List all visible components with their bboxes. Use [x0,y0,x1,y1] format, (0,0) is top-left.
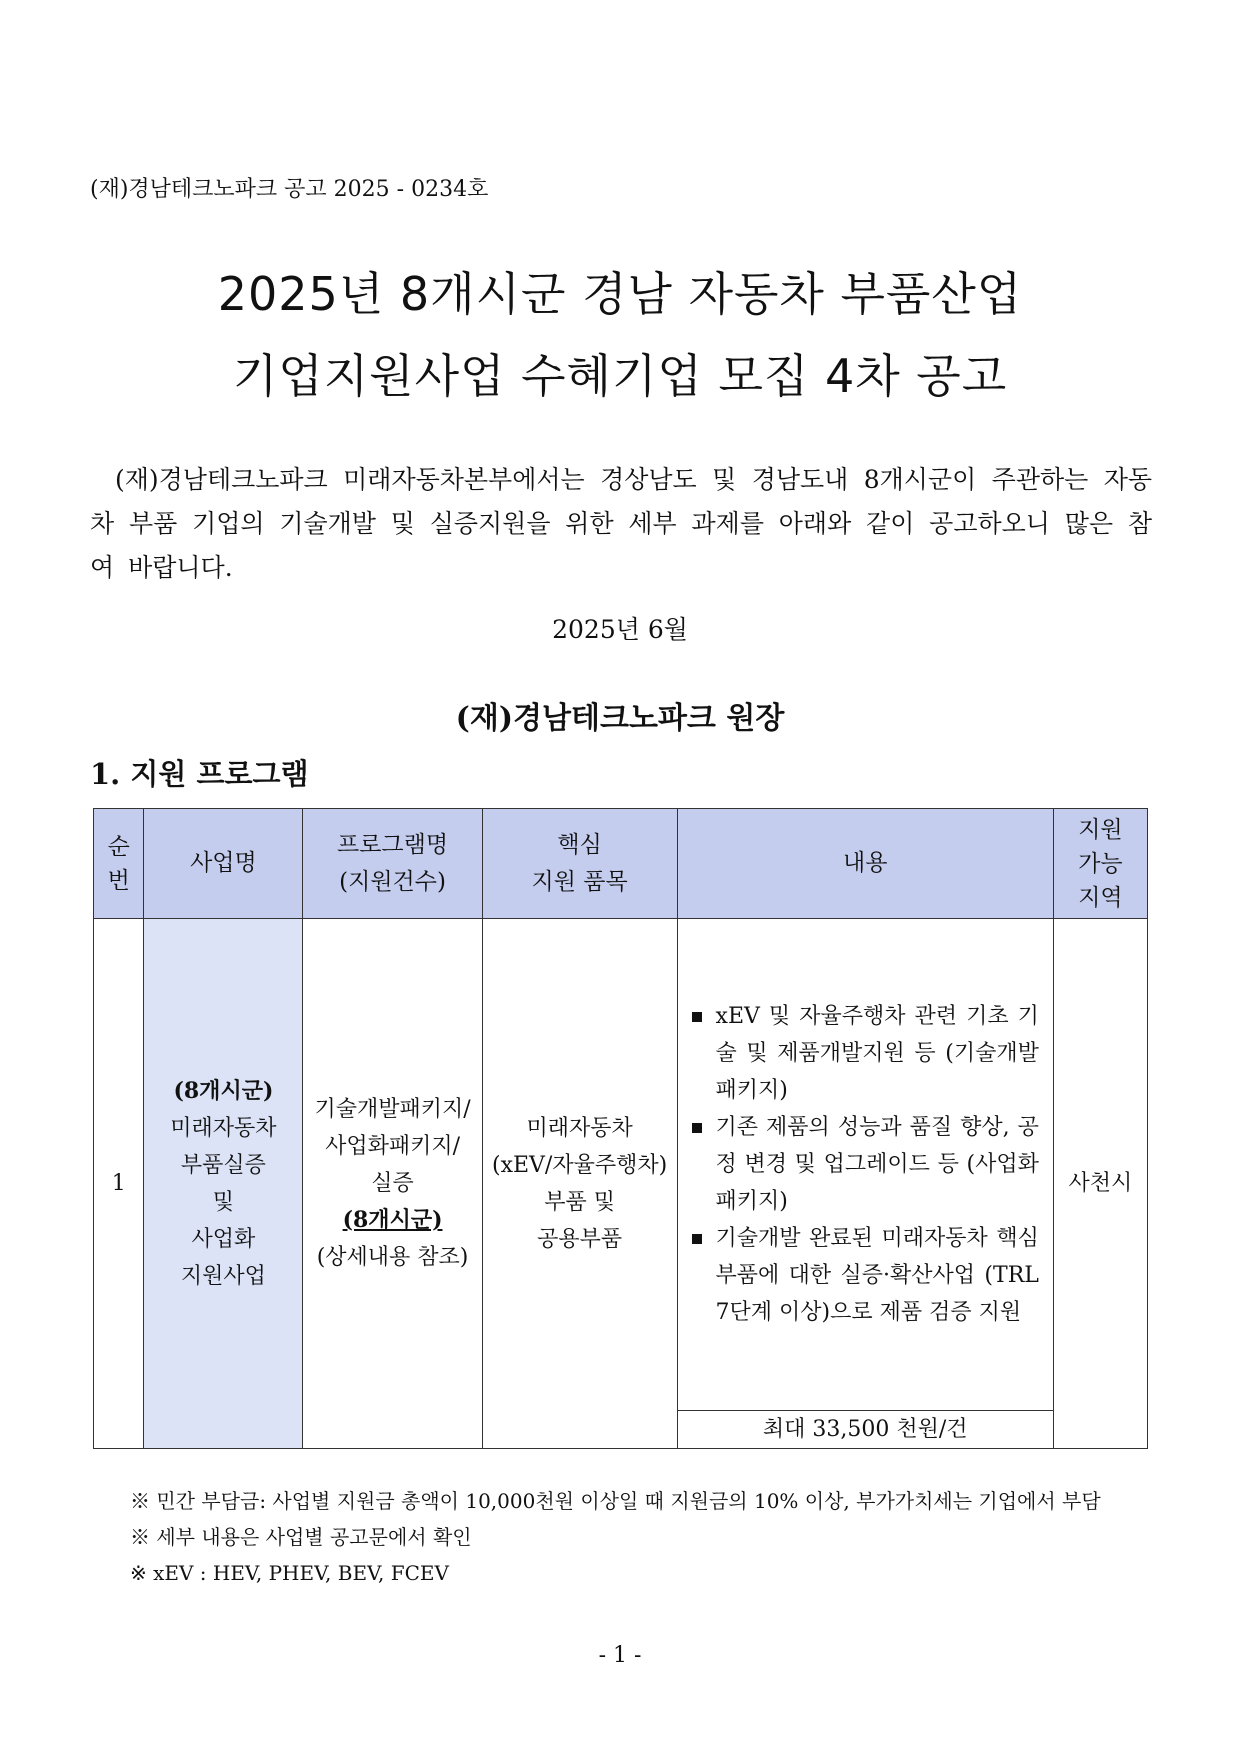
core-line: 미래자동차 [526,1115,633,1141]
business-line: 및 [212,1189,235,1215]
header-core-line: 지원 품목 [531,868,628,895]
header-no-line: 순 [107,833,130,860]
header-region-line: 가능 [1078,850,1123,877]
content-item: 기술개발 완료된 미래자동차 핵심부품에 대한 실증·확산사업 (TRL 7단계 이상)으로 제품 검증 지원 [690,1220,1039,1331]
note-item: ※ xEV : HEV, PHEV, BEV, FCEV [130,1561,449,1585]
note-item: ※ 민간 부담금: 사업별 지원금 총액이 10,000천원 이상일 때 지원금의 10% 이상, 부가가치세는 기업에서 부담 [130,1489,1101,1513]
page-number: - 1 - [598,1643,642,1668]
content-item: 기존 제품의 성능과 품질 향상, 공정 변경 및 업그레이드 등 (사업화패키지) [690,1109,1039,1220]
cell-content [677,919,1053,1411]
header-program [303,809,482,919]
max-amount: 최대 33,500 천원/건 [677,1411,1053,1449]
header-business: 사업명 [144,809,303,919]
program-line: 실증 [371,1171,414,1196]
header-core-line: 핵심 [557,831,602,858]
program-line: 기술개발패키지/ [314,1097,471,1122]
header-region-line: 지역 [1078,884,1123,911]
announcement-date: 2025년 6월 [552,615,688,644]
table-row [94,919,1148,1411]
header-region [1053,809,1147,919]
core-line: 부품 및 [544,1189,615,1215]
note-item: ※ 세부 내용은 사업별 공고문에서 확인 [130,1525,472,1549]
cell-core-items [482,919,677,1449]
program-table [93,808,1148,1449]
program-reference: (상세내용 참조) [316,1245,469,1270]
issuer: (재)경남테크노파크 원장 [455,701,785,736]
content-list [678,998,1053,1331]
announcement-number: (재)경남테크노파크 공고 2025 - 0234호 [90,177,489,202]
program-count: (8개시군) [342,1207,443,1233]
core-line: (xEV/자율주행차) [491,1152,668,1178]
cell-region: 사천시 [1053,919,1147,1449]
business-line: 부품실증 [180,1152,266,1178]
title-line-1: 2025년 8개시군 경남 자동차 부품산업 [217,267,1023,321]
business-line: 미래자동차 [170,1115,277,1141]
table-header-row [94,809,1148,919]
cell-no: 1 [94,919,144,1449]
header-program-line: 프로그램명 [336,831,449,858]
title-line-2: 기업지원사업 수혜기업 모집 4차 공고 [232,349,1008,403]
header-content: 내용 [677,809,1053,919]
cell-business-name [144,919,303,1449]
business-line: 사업화 [191,1226,256,1252]
business-line: (8개시군) [173,1077,274,1104]
header-no-line: 번 [107,867,130,894]
header-no [94,809,144,919]
header-region-line: 지원 [1078,816,1123,843]
header-program-line: (지원건수) [339,868,446,895]
cell-program [303,919,482,1449]
intro-paragraph: (재)경남테크노파크 미래자동차본부에서는 경상남도 및 경남도내 8개시군이 주관하는 자동차 부품 기업의 기술개발 및 실증지원을 위한 세부 과제를 아래와 같이 공고하오니 많은 참여 바랍니다. [90,465,1152,582]
notes [130,1483,1101,1591]
section-title: 1. 지원 프로그램 [90,757,309,791]
business-line: 지원사업 [180,1263,266,1289]
program-line: 사업화패키지/ [325,1134,460,1159]
content-item: xEV 및 자율주행차 관련 기초 기술 및 제품개발지원 등 (기술개발패키지) [690,998,1039,1109]
header-core-items [482,809,677,919]
core-line: 공용부품 [537,1226,623,1252]
